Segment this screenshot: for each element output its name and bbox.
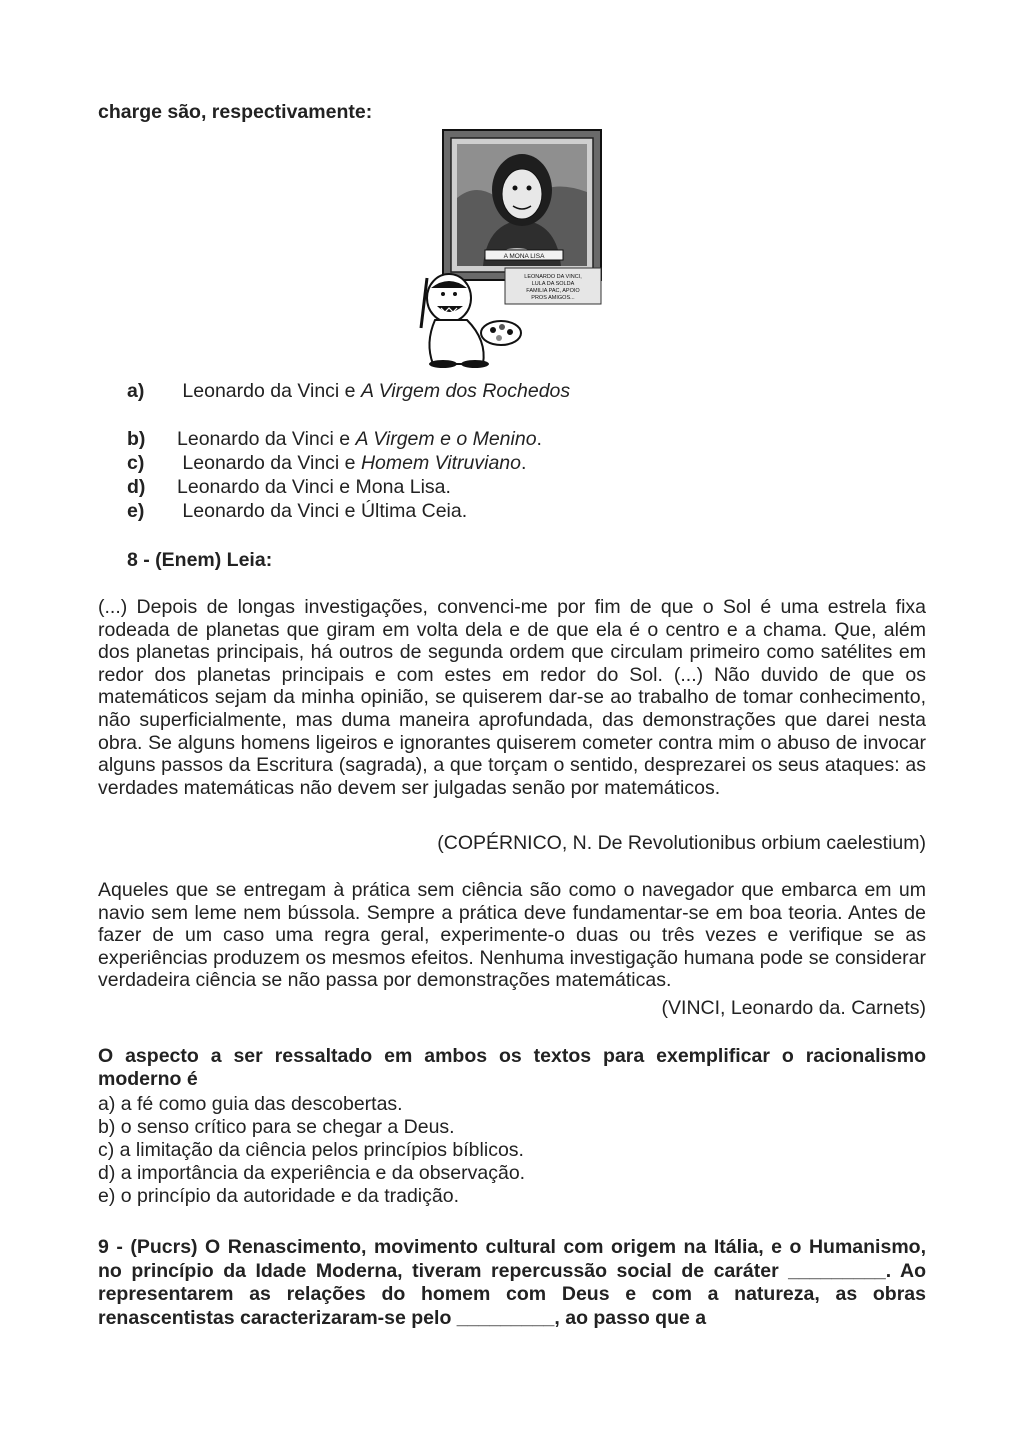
option-punct: . (521, 452, 527, 474)
option-title: A Virgem e o Menino (355, 428, 537, 450)
svg-text:LEONARDO DA VINCI,: LEONARDO DA VINCI, (524, 274, 582, 280)
option-text: Leonardo da Vinci e Última Ceia. (177, 500, 468, 522)
option-d (127, 476, 451, 498)
option-letter: e) (127, 500, 145, 522)
question-8-prompt: O aspecto a ser ressaltado em ambos os textos para exemplificar o racionalismo moderno é (98, 1045, 926, 1090)
svg-text:FAMILIA PAC, APOIO: FAMILIA PAC, APOIO (526, 288, 580, 294)
option-text: Leonardo da Vinci e (177, 380, 361, 402)
vinci-citation: (VINCI, Leonardo da. Carnets) (661, 997, 926, 1019)
option-title: A Virgem dos Rochedos (360, 380, 571, 402)
option-a (127, 380, 570, 402)
option-title: Homem Vitruviano (360, 452, 521, 474)
question-lead: charge são, respectivamente: (98, 101, 373, 123)
option-letter: a) (127, 380, 145, 402)
vinci-quote: Aqueles que se entregam à prática sem ciência são como o navegador que embarca em um navio sem leme nem bússola. Sempre a prática deve fundamentar-se em boa teoria. Antes de fazer de um caso uma regra geral, experimente-o duas ou três vezes e verifique se as experiências produzem os mesmos efeitos. Nenhuma investigação humana pode se considerar verdadeira ciência se não passa por demonstrações matemáticas. (98, 879, 926, 992)
question-9-text: 9 - (Pucrs) O Renascimento, movimento cultural com origem na Itália, e o Humanismo, no princípio da Idade Moderna, tiveram repercussão social de caráter _________. Ao representarem as relações do homem com Deus e com a natureza, as obras renascentistas caracterizaram-se pelo _________, ao passo que a (98, 1236, 926, 1329)
option-e (127, 500, 467, 522)
option-letter: b) (127, 428, 146, 450)
option-letter: d) (127, 476, 146, 498)
q8-option-a: a) a fé como guia das descobertas. (98, 1093, 403, 1115)
q8-option-b: b) o senso crítico para se chegar a Deus. (98, 1116, 455, 1138)
svg-text:LULA DA SOLDA: LULA DA SOLDA (531, 281, 575, 287)
option-text: Leonardo da Vinci e Mona Lisa. (177, 476, 451, 498)
option-punct: . (536, 428, 542, 450)
svg-text:PROS AMIGOS...: PROS AMIGOS... (531, 295, 575, 301)
q8-option-c: c) a limitação da ciência pelos princípios bíblicos. (98, 1139, 524, 1161)
option-text: Leonardo da Vinci e (177, 452, 361, 474)
option-c (127, 452, 526, 474)
question-8-heading: 8 - (Enem) Leia: (127, 549, 273, 571)
q8-option-e: e) o princípio da autoridade e da tradição. (98, 1185, 459, 1207)
mona-lisa-cartoon-image (405, 128, 605, 368)
option-letter: c) (127, 452, 145, 474)
q8-option-d: d) a importância da experiência e da observação. (98, 1162, 526, 1184)
plaque-text: A MONA LISA (503, 253, 545, 260)
copernico-citation: (COPÉRNICO, N. De Revolutionibus orbium caelestium) (437, 832, 926, 854)
option-text: Leonardo da Vinci e (177, 428, 356, 450)
option-b (127, 428, 542, 450)
copernico-quote: (...) Depois de longas investigações, convenci-me por fim de que o Sol é uma estrela fixa rodeada de planetas que giram em volta dela e de que ela é o centro e a chama. Que, além dos planetas principais, há outros de segunda ordem que circulam primeiro como satélites em redor dos planetas principais e com estes em redor do Sol. (...) Não duvido de que os matemáticos sejam da minha opinião, se quiserem dar-se ao trabalho de tomar conhecimento, não superficialmente, mas duma maneira aprofundada, das demonstrações que darei nesta obra. Se alguns homens ligeiros e ignorantes quiserem cometer contra mim o abuso de invocar alguns passos da Escritura (sagrada), a que torçam o sentido, desprezarei os seus ataques: as verdades matemáticas não devem ser julgadas senão por matemáticos. (98, 596, 926, 799)
